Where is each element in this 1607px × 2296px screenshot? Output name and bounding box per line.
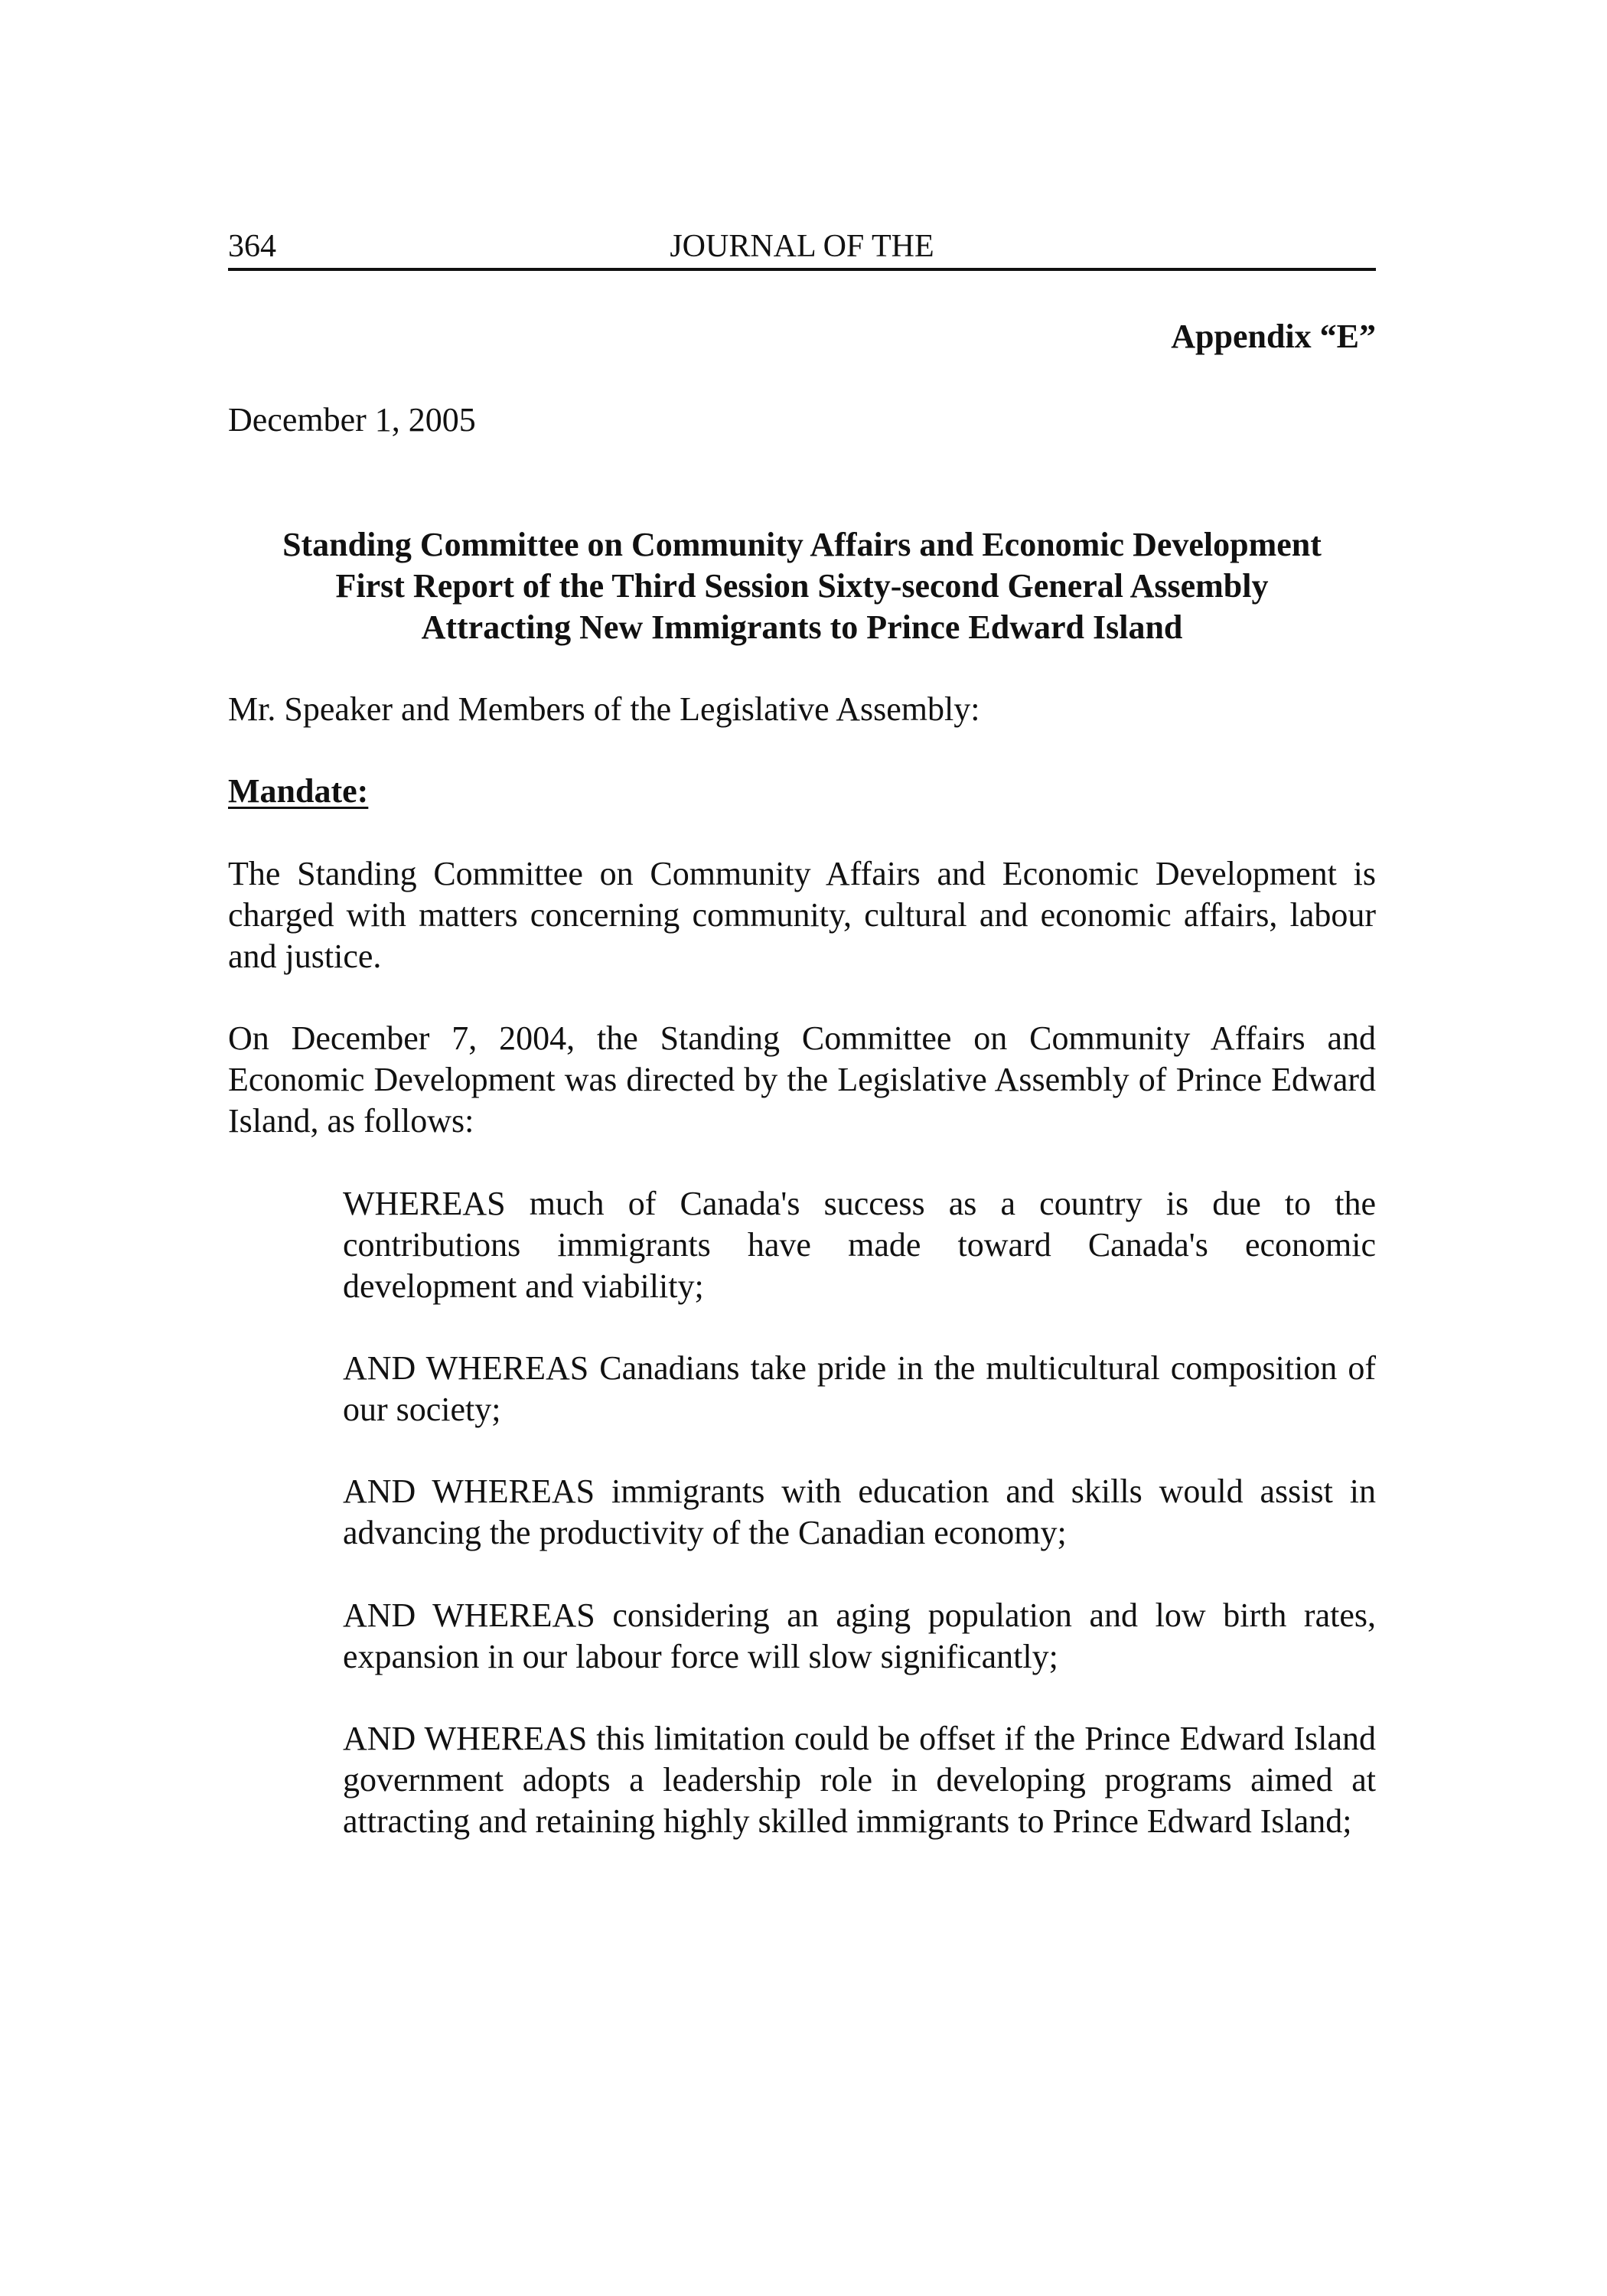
- whereas-clause: AND WHEREAS considering an aging population and low birth rates, expansion in our labour force will slow significantly;: [343, 1596, 1376, 1675]
- running-head: JOURNAL OF THE: [670, 229, 934, 264]
- title-line-committee: Standing Committee on Community Affairs and Economic Development: [282, 526, 1322, 563]
- whereas-clause: AND WHEREAS this limitation could be offset if the Prince Edward Island government adopts a leadership role in developing programs aimed at attracting and retaining highly skilled immigrants to Prince Edward Island;: [343, 1720, 1376, 1840]
- report-title: [228, 524, 1376, 648]
- mandate-heading: Mandate:: [228, 772, 369, 810]
- page-header: [228, 228, 1376, 271]
- title-line-subject: Attracting New Immigrants to Prince Edward Island: [421, 608, 1183, 646]
- mandate-paragraph: The Standing Committee on Community Affairs and Economic Development is charged with matters concerning community, cultural and economic affairs, labour and justice.: [228, 855, 1376, 975]
- whereas-clause: WHEREAS much of Canada's success as a country is due to the contributions immigrants have made toward Canada's economic development and viability;: [343, 1185, 1376, 1305]
- report-date: December 1, 2005: [228, 401, 476, 439]
- directed-paragraph: On December 7, 2004, the Standing Committee on Community Affairs and Economic Development was directed by the Legislative Assembly of Prince Edward Island, as follows:: [228, 1019, 1376, 1140]
- title-line-report: First Report of the Third Session Sixty-second General Assembly: [335, 567, 1269, 605]
- appendix-label: Appendix “E”: [1171, 318, 1376, 355]
- whereas-clause: AND WHEREAS immigrants with education and skills would assist in advancing the productivity of the Canadian economy;: [343, 1473, 1376, 1551]
- page-number: 364: [228, 229, 276, 264]
- whereas-clause: AND WHEREAS Canadians take pride in the multicultural composition of our society;: [343, 1349, 1376, 1428]
- salutation: Mr. Speaker and Members of the Legislative Assembly:: [228, 690, 980, 728]
